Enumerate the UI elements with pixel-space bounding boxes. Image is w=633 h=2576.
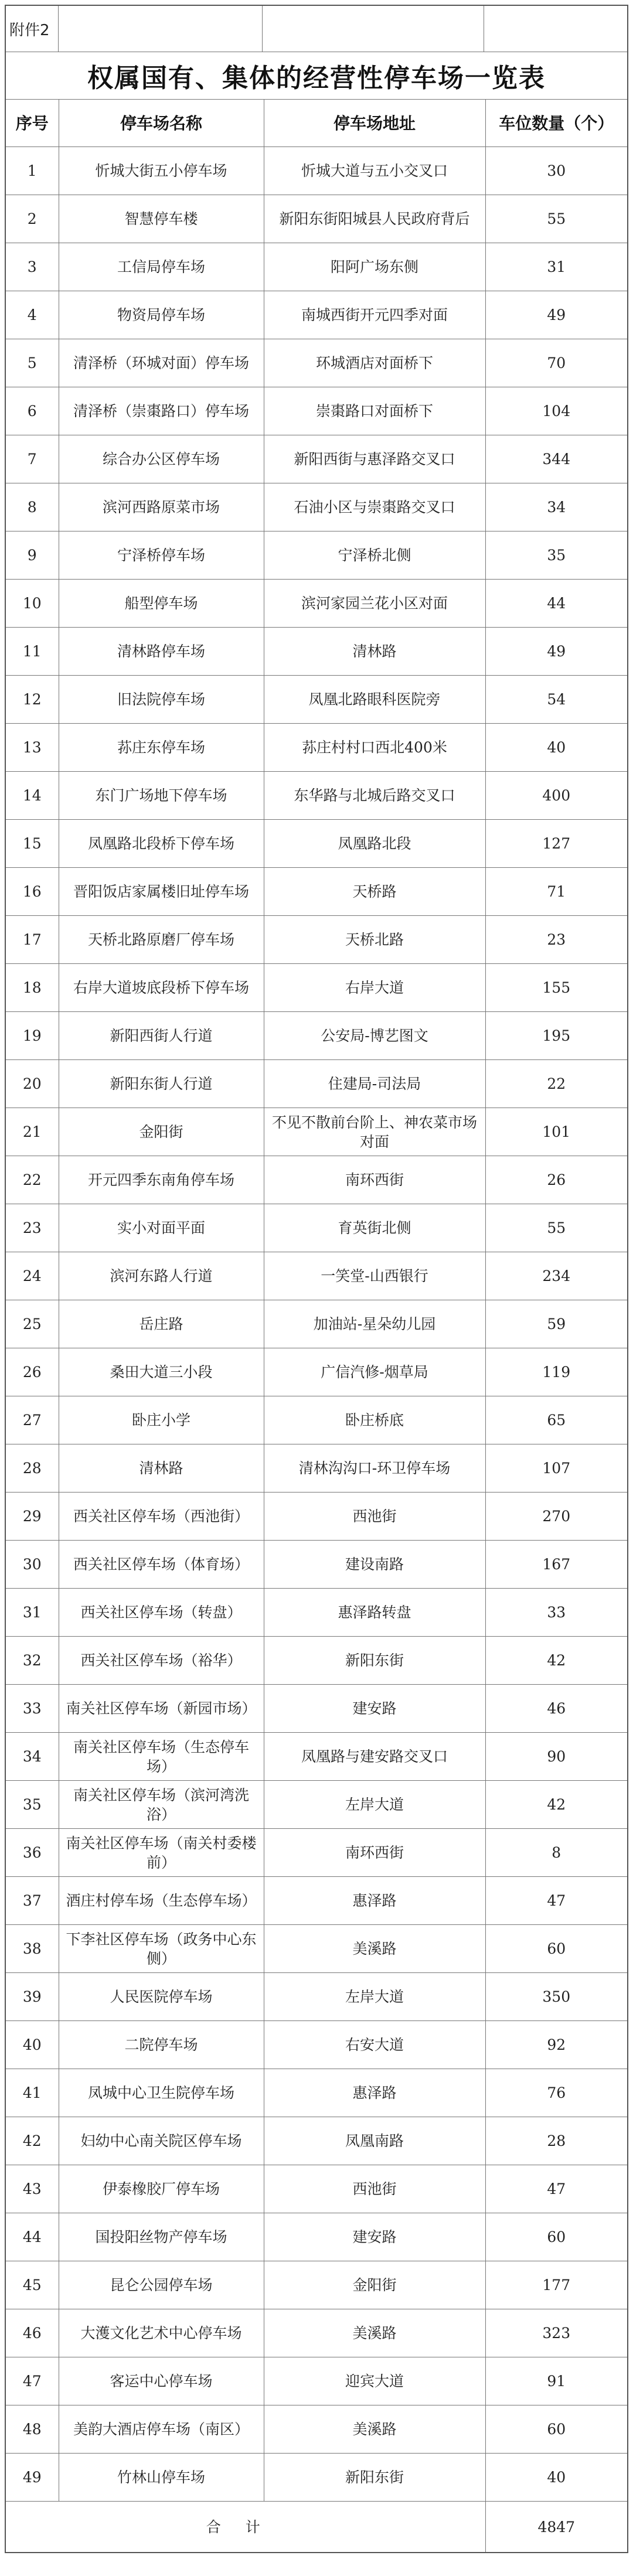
cell-parking-spaces: 76: [485, 2069, 627, 2117]
cell-parking-spaces: 8: [485, 1829, 627, 1877]
attachment-label: 附件2: [6, 6, 59, 52]
table-row: [6, 435, 627, 483]
table-row: [6, 676, 627, 724]
cell-no: 25: [6, 1300, 59, 1348]
cell-parking-spaces: 104: [485, 387, 627, 435]
table-row: [6, 868, 627, 916]
table-row: [6, 1108, 627, 1156]
cell-parking-name: 实小对面平面: [59, 1204, 264, 1252]
cell-parking-address: 凤凰北路眼科医院旁: [264, 676, 485, 724]
cell-parking-address: 石油小区与崇棗路交叉口: [264, 483, 485, 531]
cell-parking-name: 凤城中心卫生院停车场: [59, 2069, 264, 2117]
cell-parking-spaces: 46: [485, 1685, 627, 1733]
header-spaces: 车位数量（个）: [485, 100, 627, 147]
table-row: [6, 1300, 627, 1348]
cell-no: 46: [6, 2309, 59, 2357]
table-row: [6, 2213, 627, 2261]
cell-parking-name: 智慧停车楼: [59, 195, 264, 243]
table-row: [6, 1925, 627, 1973]
cell-parking-name: 滨河西路原菜市场: [59, 483, 264, 531]
cell-parking-name: 天桥北路原磨厂停车场: [59, 916, 264, 964]
attachment-row: [6, 6, 627, 52]
table-row: [6, 580, 627, 628]
table-row: [6, 964, 627, 1012]
cell-parking-name: 竹林山停车场: [59, 2454, 264, 2502]
cell-parking-address: 美溪路: [264, 2309, 485, 2357]
cell-parking-address: 金阳街: [264, 2261, 485, 2309]
cell-no: 26: [6, 1348, 59, 1396]
cell-parking-name: 酒庄村停车场（生态停车场）: [59, 1877, 264, 1925]
cell-parking-name: 下李社区停车场（政务中心东侧）: [59, 1925, 264, 1973]
table-row: [6, 2309, 627, 2357]
cell-parking-spaces: 23: [485, 916, 627, 964]
cell-no: 1: [6, 147, 59, 195]
cell-parking-spaces: 344: [485, 435, 627, 483]
cell-parking-name: 伊泰橡胶厂停车场: [59, 2165, 264, 2213]
cell-parking-name: 凤凰路北段桥下停车场: [59, 820, 264, 868]
cell-parking-spaces: 22: [485, 1060, 627, 1108]
table-row: [6, 820, 627, 868]
cell-parking-spaces: 195: [485, 1012, 627, 1060]
table-row: [6, 1589, 627, 1637]
cell-no: 9: [6, 531, 59, 580]
table-body: [6, 147, 627, 2502]
cell-parking-name: 清泽桥（崇棗路口）停车场: [59, 387, 264, 435]
cell-parking-spaces: 155: [485, 964, 627, 1012]
cell-no: 14: [6, 772, 59, 820]
cell-parking-name: 物资局停车场: [59, 291, 264, 339]
total-row: [6, 2502, 627, 2553]
header-no: 序号: [6, 100, 59, 147]
table-row: [6, 1493, 627, 1541]
cell-no: 16: [6, 868, 59, 916]
parking-list-sheet: [5, 5, 628, 2553]
title-row: [6, 52, 627, 100]
cell-parking-spaces: 65: [485, 1396, 627, 1444]
total-label: [6, 2502, 485, 2553]
cell-parking-address: 右岸大道: [264, 964, 485, 1012]
table-row: [6, 1685, 627, 1733]
table-row: [6, 1829, 627, 1877]
cell-parking-spaces: 47: [485, 2165, 627, 2213]
cell-parking-spaces: 33: [485, 1589, 627, 1637]
table-row: [6, 243, 627, 291]
cell-parking-name: 新阳西街人行道: [59, 1012, 264, 1060]
cell-no: 11: [6, 628, 59, 676]
cell-no: 37: [6, 1877, 59, 1925]
cell-parking-name: 美韵大酒店停车场（南区）: [59, 2405, 264, 2454]
cell-parking-spaces: 107: [485, 1444, 627, 1493]
cell-no: 21: [6, 1108, 59, 1156]
cell-parking-address: 宁泽桥北侧: [264, 531, 485, 580]
cell-parking-name: 清泽桥（环城对面）停车场: [59, 339, 264, 387]
cell-parking-address: 东华路与北城后路交叉口: [264, 772, 485, 820]
cell-parking-address: 凤凰路北段: [264, 820, 485, 868]
table-row: [6, 1348, 627, 1396]
cell-parking-address: 阳阿广场东侧: [264, 243, 485, 291]
table-row: [6, 2357, 627, 2405]
cell-parking-spaces: 44: [485, 580, 627, 628]
attachment-blank-cell: [263, 6, 484, 52]
cell-no: 31: [6, 1589, 59, 1637]
cell-parking-spaces: 31: [485, 243, 627, 291]
cell-parking-address: 一笑堂-山西银行: [264, 1252, 485, 1300]
cell-no: 15: [6, 820, 59, 868]
cell-parking-spaces: 60: [485, 1925, 627, 1973]
cell-parking-name: 新阳东街人行道: [59, 1060, 264, 1108]
cell-no: 35: [6, 1781, 59, 1829]
cell-parking-spaces: 59: [485, 1300, 627, 1348]
cell-parking-spaces: 49: [485, 628, 627, 676]
cell-no: 48: [6, 2405, 59, 2454]
cell-parking-name: 右岸大道坡底段桥下停车场: [59, 964, 264, 1012]
cell-parking-address: 滨河家园兰花小区对面: [264, 580, 485, 628]
table-row: [6, 2405, 627, 2454]
cell-parking-address: 西池街: [264, 1493, 485, 1541]
cell-parking-spaces: 47: [485, 1877, 627, 1925]
table-row: [6, 1156, 627, 1204]
cell-parking-name: 金阳街: [59, 1108, 264, 1156]
cell-no: 20: [6, 1060, 59, 1108]
cell-parking-address: 新阳东街: [264, 1637, 485, 1685]
cell-parking-name: 人民医院停车场: [59, 1973, 264, 2021]
cell-no: 42: [6, 2117, 59, 2165]
cell-parking-name: 南关社区停车场（南关村委楼前）: [59, 1829, 264, 1877]
cell-parking-spaces: 400: [485, 772, 627, 820]
table-row: [6, 291, 627, 339]
table-row: [6, 531, 627, 580]
cell-no: 18: [6, 964, 59, 1012]
cell-no: 13: [6, 724, 59, 772]
table-row: [6, 1541, 627, 1589]
cell-parking-spaces: 234: [485, 1252, 627, 1300]
cell-parking-spaces: 101: [485, 1108, 627, 1156]
table-row: [6, 1252, 627, 1300]
table-row: [6, 1637, 627, 1685]
table-row: [6, 1060, 627, 1108]
table-row: [6, 1012, 627, 1060]
cell-no: 36: [6, 1829, 59, 1877]
cell-parking-spaces: 323: [485, 2309, 627, 2357]
cell-parking-spaces: 30: [485, 147, 627, 195]
cell-parking-address: 天桥北路: [264, 916, 485, 964]
cell-parking-address: 建安路: [264, 2213, 485, 2261]
cell-parking-address: 惠泽路: [264, 2069, 485, 2117]
cell-parking-name: 宁泽桥停车场: [59, 531, 264, 580]
cell-parking-address: 建设南路: [264, 1541, 485, 1589]
cell-parking-spaces: 60: [485, 2213, 627, 2261]
cell-no: 10: [6, 580, 59, 628]
cell-parking-name: 昆仑公园停车场: [59, 2261, 264, 2309]
cell-parking-address: 南环西街: [264, 1156, 485, 1204]
cell-parking-name: 南关社区停车场（滨河湾洗浴）: [59, 1781, 264, 1829]
cell-parking-address: 新阳东街阳城县人民政府背后: [264, 195, 485, 243]
cell-parking-address: 公安局-博艺图文: [264, 1012, 485, 1060]
cell-parking-address: 南城西街开元四季对面: [264, 291, 485, 339]
parking-table: [6, 100, 627, 2552]
cell-parking-spaces: 55: [485, 1204, 627, 1252]
cell-no: 49: [6, 2454, 59, 2502]
cell-parking-address: 西池街: [264, 2165, 485, 2213]
cell-parking-address: 清林沟沟口-环卫停车场: [264, 1444, 485, 1493]
total-spaces: 4847: [485, 2502, 627, 2553]
cell-no: 29: [6, 1493, 59, 1541]
table-row: [6, 195, 627, 243]
cell-no: 27: [6, 1396, 59, 1444]
table-row: [6, 628, 627, 676]
cell-parking-address: 天桥路: [264, 868, 485, 916]
cell-parking-name: 西关社区停车场（转盘）: [59, 1589, 264, 1637]
cell-parking-spaces: 119: [485, 1348, 627, 1396]
cell-parking-spaces: 350: [485, 1973, 627, 2021]
cell-no: 32: [6, 1637, 59, 1685]
cell-parking-address: 惠泽路: [264, 1877, 485, 1925]
table-row: [6, 2165, 627, 2213]
cell-parking-name: 忻城大街五小停车场: [59, 147, 264, 195]
cell-parking-address: 左岸大道: [264, 1973, 485, 2021]
cell-parking-spaces: 40: [485, 724, 627, 772]
cell-parking-spaces: 55: [485, 195, 627, 243]
total-label-text: 合计: [206, 2518, 285, 2536]
attachment-blank-cell: [484, 6, 627, 52]
cell-no: 17: [6, 916, 59, 964]
cell-no: 38: [6, 1925, 59, 1973]
cell-parking-name: 旧法院停车场: [59, 676, 264, 724]
table-row: [6, 1781, 627, 1829]
cell-parking-spaces: 91: [485, 2357, 627, 2405]
table-row: [6, 2261, 627, 2309]
cell-no: 43: [6, 2165, 59, 2213]
cell-parking-spaces: 127: [485, 820, 627, 868]
cell-parking-address: 南环西街: [264, 1829, 485, 1877]
table-row: [6, 2021, 627, 2069]
cell-parking-name: 西关社区停车场（裕华）: [59, 1637, 264, 1685]
cell-parking-address: 崇棗路口对面桥下: [264, 387, 485, 435]
header-address: 停车场地址: [264, 100, 485, 147]
table-row: [6, 1444, 627, 1493]
cell-parking-address: 荪庄村村口西北400米: [264, 724, 485, 772]
cell-parking-name: 荪庄东停车场: [59, 724, 264, 772]
cell-parking-name: 西关社区停车场（体育场）: [59, 1541, 264, 1589]
cell-parking-address: 住建局-司法局: [264, 1060, 485, 1108]
cell-no: 30: [6, 1541, 59, 1589]
cell-no: 40: [6, 2021, 59, 2069]
cell-parking-name: 妇幼中心南关院区停车场: [59, 2117, 264, 2165]
cell-parking-spaces: 60: [485, 2405, 627, 2454]
cell-parking-address: 忻城大道与五小交叉口: [264, 147, 485, 195]
cell-parking-spaces: 71: [485, 868, 627, 916]
cell-parking-name: 西关社区停车场（西池街）: [59, 1493, 264, 1541]
cell-parking-spaces: 70: [485, 339, 627, 387]
cell-parking-address: 惠泽路转盘: [264, 1589, 485, 1637]
table-row: [6, 1973, 627, 2021]
page-title: 权属国有、集体的经营性停车场一览表: [87, 63, 546, 93]
cell-no: 6: [6, 387, 59, 435]
cell-parking-name: 清林路: [59, 1444, 264, 1493]
cell-no: 47: [6, 2357, 59, 2405]
table-row: [6, 1396, 627, 1444]
attachment-blank-cell: [59, 6, 263, 52]
table-row: [6, 387, 627, 435]
cell-no: 39: [6, 1973, 59, 2021]
cell-parking-name: 南关社区停车场（生态停车场）: [59, 1733, 264, 1781]
cell-parking-name: 工信局停车场: [59, 243, 264, 291]
cell-parking-address: 加油站-星朵幼儿园: [264, 1300, 485, 1348]
cell-no: 3: [6, 243, 59, 291]
cell-no: 24: [6, 1252, 59, 1300]
cell-no: 12: [6, 676, 59, 724]
cell-parking-address: 广信汽修-烟草局: [264, 1348, 485, 1396]
cell-no: 5: [6, 339, 59, 387]
cell-parking-name: 船型停车场: [59, 580, 264, 628]
cell-parking-name: 晋阳饭店家属楼旧址停车场: [59, 868, 264, 916]
cell-no: 33: [6, 1685, 59, 1733]
cell-parking-spaces: 42: [485, 1637, 627, 1685]
cell-parking-address: 美溪路: [264, 1925, 485, 1973]
cell-parking-spaces: 42: [485, 1781, 627, 1829]
cell-parking-spaces: 92: [485, 2021, 627, 2069]
cell-parking-name: 桑田大道三小段: [59, 1348, 264, 1396]
cell-no: 19: [6, 1012, 59, 1060]
cell-parking-spaces: 28: [485, 2117, 627, 2165]
cell-parking-name: 卧庄小学: [59, 1396, 264, 1444]
cell-parking-spaces: 167: [485, 1541, 627, 1589]
cell-parking-address: 凤凰路与建安路交叉口: [264, 1733, 485, 1781]
cell-parking-address: 右安大道: [264, 2021, 485, 2069]
cell-no: 7: [6, 435, 59, 483]
cell-parking-spaces: 26: [485, 1156, 627, 1204]
cell-parking-address: 建安路: [264, 1685, 485, 1733]
table-row: [6, 1204, 627, 1252]
header-name: 停车场名称: [59, 100, 264, 147]
cell-no: 22: [6, 1156, 59, 1204]
table-row: [6, 1733, 627, 1781]
cell-no: 41: [6, 2069, 59, 2117]
cell-parking-address: 左岸大道: [264, 1781, 485, 1829]
cell-parking-name: 南关社区停车场（新园市场）: [59, 1685, 264, 1733]
cell-no: 8: [6, 483, 59, 531]
cell-parking-spaces: 34: [485, 483, 627, 531]
cell-parking-name: 国投阳丝物产停车场: [59, 2213, 264, 2261]
cell-parking-name: 综合办公区停车场: [59, 435, 264, 483]
table-row: [6, 483, 627, 531]
cell-no: 23: [6, 1204, 59, 1252]
table-row: [6, 2117, 627, 2165]
cell-parking-address: 育英街北侧: [264, 1204, 485, 1252]
cell-no: 34: [6, 1733, 59, 1781]
cell-no: 2: [6, 195, 59, 243]
cell-parking-name: 二院停车场: [59, 2021, 264, 2069]
cell-no: 4: [6, 291, 59, 339]
cell-parking-name: 滨河东路人行道: [59, 1252, 264, 1300]
table-row: [6, 2454, 627, 2502]
table-row: [6, 916, 627, 964]
cell-parking-spaces: 35: [485, 531, 627, 580]
cell-parking-name: 东门广场地下停车场: [59, 772, 264, 820]
table-row: [6, 772, 627, 820]
cell-parking-name: 清林路停车场: [59, 628, 264, 676]
table-row: [6, 1877, 627, 1925]
cell-parking-address: 卧庄桥底: [264, 1396, 485, 1444]
cell-parking-name: 岳庄路: [59, 1300, 264, 1348]
cell-no: 44: [6, 2213, 59, 2261]
cell-no: 45: [6, 2261, 59, 2309]
table-row: [6, 2069, 627, 2117]
cell-parking-spaces: 90: [485, 1733, 627, 1781]
cell-parking-address: 清林路: [264, 628, 485, 676]
cell-parking-address: 凤凰南路: [264, 2117, 485, 2165]
cell-parking-address: 迎宾大道: [264, 2357, 485, 2405]
cell-parking-address: 不见不散前台阶上、神农菜市场对面: [264, 1108, 485, 1156]
cell-parking-address: 新阳东街: [264, 2454, 485, 2502]
cell-parking-address: 美溪路: [264, 2405, 485, 2454]
cell-parking-spaces: 270: [485, 1493, 627, 1541]
cell-parking-name: 开元四季东南角停车场: [59, 1156, 264, 1204]
table-header-row: [6, 100, 627, 147]
table-row: [6, 724, 627, 772]
cell-parking-address: 环城酒店对面桥下: [264, 339, 485, 387]
cell-parking-name: 大濩文化艺术中心停车场: [59, 2309, 264, 2357]
cell-parking-spaces: 54: [485, 676, 627, 724]
cell-parking-address: 新阳西街与惠泽路交叉口: [264, 435, 485, 483]
cell-parking-spaces: 177: [485, 2261, 627, 2309]
table-row: [6, 147, 627, 195]
cell-no: 28: [6, 1444, 59, 1493]
cell-parking-spaces: 49: [485, 291, 627, 339]
table-row: [6, 339, 627, 387]
cell-parking-spaces: 40: [485, 2454, 627, 2502]
cell-parking-name: 客运中心停车场: [59, 2357, 264, 2405]
